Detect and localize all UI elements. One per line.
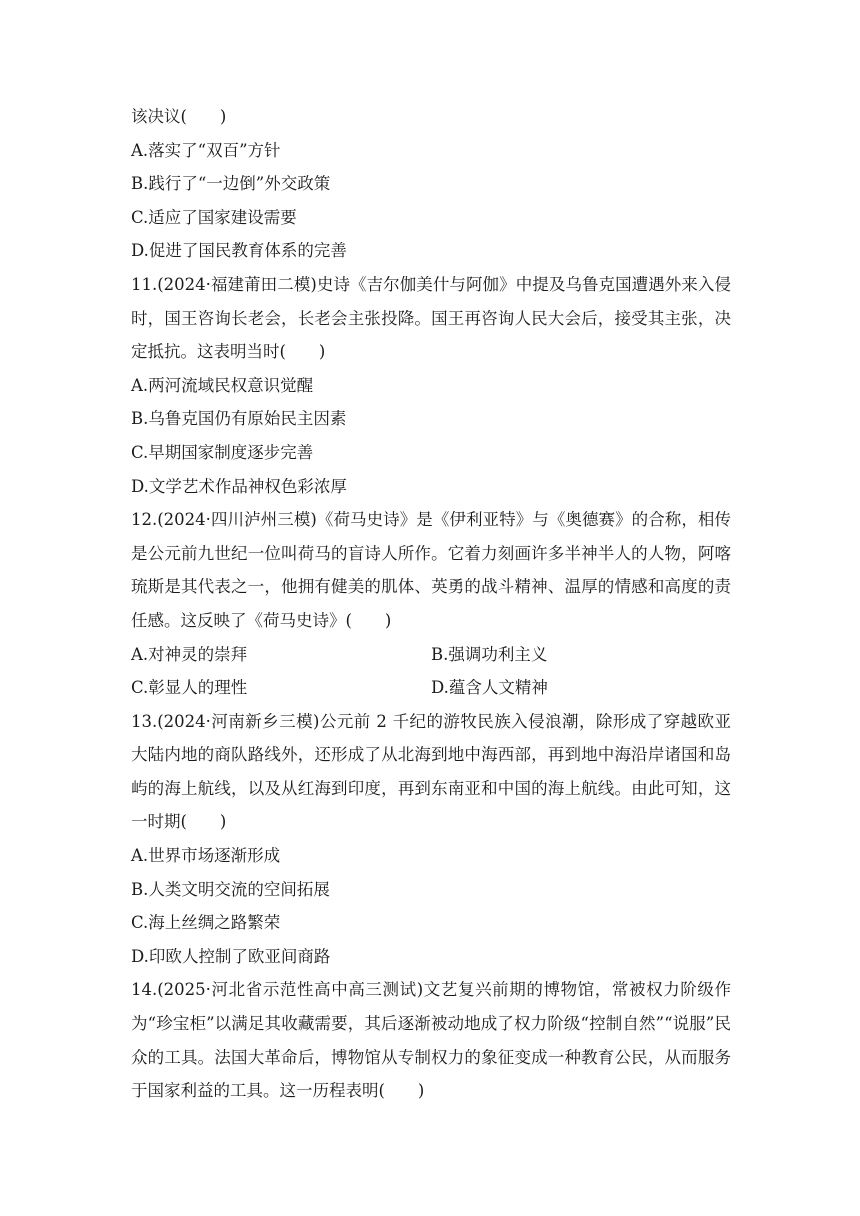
question-12-option-c: C.彰显人的理性: [131, 678, 248, 698]
question-10-stem-end: 该决议( ): [131, 107, 227, 126]
question-13-option-b: B.人类文明交流的空间拓展: [131, 879, 330, 899]
question-12-option-d: D.蕴含人文精神: [431, 678, 548, 698]
question-13-stem: 13.(2024·河南新乡三模)公元前 2 千纪的游牧民族入侵浪潮，除形成了穿越欧亚大陆内地的商队路线外，还形成了从北海到地中海西部，再到地中海沿岸诸国和岛屿的海上航线，以及从红海到印度，再到东南亚和中国的海上航线。由此可知，这一时期( ): [131, 711, 731, 832]
question-13: [131, 705, 731, 974]
question-13-option-c: C.海上丝绸之路繁荣: [131, 913, 281, 933]
question-10-option-c: C.适应了国家建设需要: [131, 207, 297, 227]
question-13-option-a: A.世界市场逐渐形成: [131, 846, 281, 866]
question-11-option-c: C.早期国家制度逐步完善: [131, 442, 314, 462]
question-12-option-a: A.对神灵的崇拜: [131, 644, 248, 664]
question-10: [131, 100, 731, 268]
question-14: [131, 973, 731, 1107]
question-content: [131, 100, 731, 1108]
question-11: [131, 268, 731, 503]
question-12-option-b: B.强调功利主义: [431, 644, 548, 664]
question-13-option-d: D.印欧人控制了欧亚间商路: [131, 946, 331, 966]
question-14-stem: 14.(2025·河北省示范性高中高三测试)文艺复兴前期的博物馆，常被权力阶级作为“珍宝柜”以满足其收藏需要，其后逐渐被动地成了权力阶级“控制自然”“说服”民众的工具。法国大革命后，博物馆从专制权力的象征变成一种教育公民，从而服务于国家利益的工具。这一历程表明( ): [131, 980, 731, 1101]
question-12-options-row-2: [131, 671, 731, 705]
question-10-option-a: A.落实了“双百”方针: [131, 140, 281, 160]
question-11-option-d: D.文学艺术作品神权色彩浓厚: [131, 476, 347, 496]
question-12-stem: 12.(2024·四川泸州三模)《荷马史诗》是《伊利亚特》与《奥德赛》的合称，相传是公元前九世纪一位叫荷马的盲诗人所作。它着力刻画许多半神半人的人物，阿喀琉斯是其代表之一，他拥有健美的肌体、英勇的战斗精神、温厚的情感和高度的责任感。这反映了《荷马史诗》( ): [131, 510, 731, 630]
question-11-option-b: B.乌鲁克国仍有原始民主因素: [131, 409, 347, 429]
question-12-options-row-1: [131, 638, 731, 672]
question-10-option-b: B.践行了“一边倒”外交政策: [131, 174, 331, 194]
question-12: [131, 503, 731, 705]
question-11-stem: 11.(2024·福建莆田二模)史诗《吉尔伽美什与阿伽》中提及乌鲁克国遭遇外来入侵时，国王咨询长老会，长老会主张投降。国王再咨询人民大会后，接受其主张，决定抵抗。这表明当时( ): [131, 274, 731, 362]
question-11-option-a: A.两河流域民权意识觉醒: [131, 375, 314, 395]
question-10-option-d: D.促进了国民教育体系的完善: [131, 241, 347, 261]
